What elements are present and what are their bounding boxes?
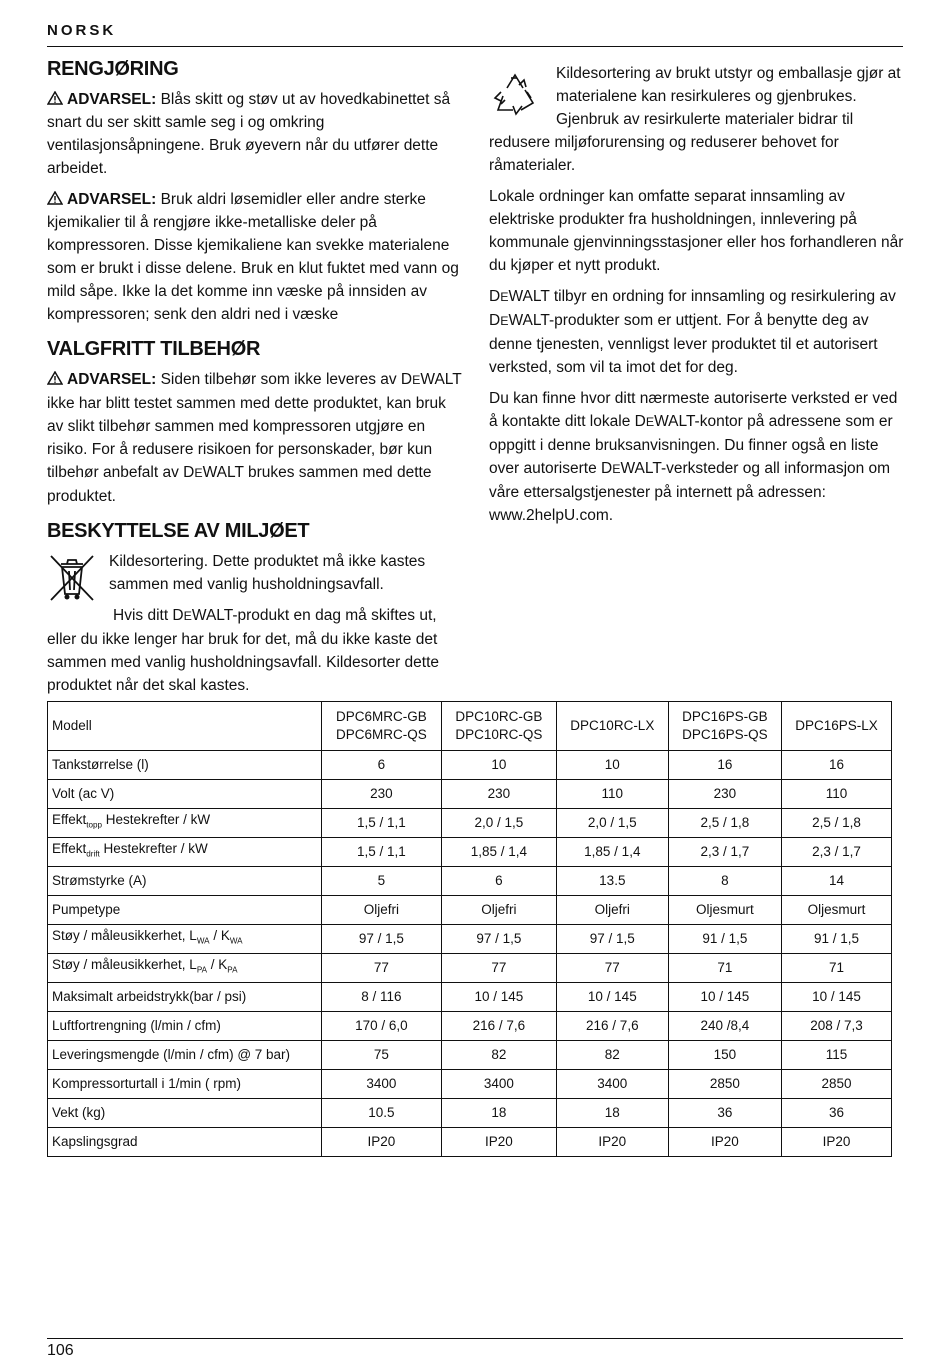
table-cell: 10 [556,751,668,780]
table-header-row [48,702,892,751]
warning-icon [47,191,63,205]
brand-small-e: E [645,415,655,429]
brand-small-e: E [612,462,621,476]
row-label [48,1041,322,1070]
model-line: DPC6MRC-QS [335,727,427,742]
table-cell: 2,0 / 1,5 [441,809,556,838]
row-label-text: Hestekrefter / kW [102,812,211,828]
left-column [47,56,465,707]
table-cell: 230 [441,780,556,809]
table-row [48,1070,892,1099]
environment-section [47,518,465,697]
row-label [48,896,322,925]
row-label-subscript: WA [229,936,243,946]
brand-small-e: E [183,609,192,623]
table-row [48,751,892,780]
model-line: DPC16PS-LX [795,718,878,733]
table-row [48,1041,892,1070]
warning-label: ADVARSEL: [67,191,157,208]
warning-icon [47,91,63,105]
table-cell: 16 [782,751,892,780]
table-cell: 10 / 145 [782,983,892,1012]
crossed-bin-icon [47,552,97,604]
table-row [48,896,892,925]
table-cell: 97 / 1,5 [556,925,668,954]
table-cell: 10 / 145 [556,983,668,1012]
row-label [48,780,322,809]
table-cell: 115 [782,1041,892,1070]
language-label: NORSK [47,22,117,39]
row-label-text: Vekt (kg) [52,1105,106,1120]
row-label [48,983,322,1012]
model-cell [668,702,781,751]
table-row [48,983,892,1012]
row-label-text: Tankstørrelse (l) [52,757,149,772]
dewalt-service-text [489,285,907,379]
table-row [48,1099,892,1128]
bottom-divider [47,1338,903,1339]
row-label-text: Kompressorturtall i 1/min ( rpm) [52,1076,242,1091]
table-cell: Oljefri [441,896,556,925]
table-cell: 36 [668,1099,781,1128]
table-cell: 8 [668,867,781,896]
table-cell: 91 / 1,5 [782,925,892,954]
table-cell: 71 [668,954,781,983]
sorting-block [47,550,465,604]
row-label [48,751,322,780]
text-part: WALT-produkter som er uttjent. For å benytte deg av denne tjenesten, vennligst lever produktet til et autorisert verksted, som vil ta imot det for deg. [489,312,878,376]
table-cell: 2,3 / 1,7 [782,838,892,867]
accessories-heading: VALGFRITT TILBEHØR [47,338,261,360]
table-cell: 1,85 / 1,4 [441,838,556,867]
warning-text: Blås skitt og støv ut av hovedkabinettet så snart du ser skitt samle seg i og omkring ventilasjonsåpningene. Bruk øyevern når du utfører dette arbeidet. [47,91,451,177]
cleaning-section [47,56,465,326]
table-cell: IP20 [441,1128,556,1157]
row-label-text: Hestekrefter / kW [99,841,208,857]
table-cell: 10.5 [322,1099,442,1128]
table-cell: 82 [556,1041,668,1070]
spec-table [47,701,892,1157]
row-label [48,1128,322,1157]
table-row [48,809,892,838]
table-cell: 71 [782,954,892,983]
table-cell: 216 / 7,6 [441,1012,556,1041]
table-cell: 240 /8,4 [668,1012,781,1041]
row-label [48,838,322,867]
model-cell [782,702,892,751]
table-cell: Oljefri [556,896,668,925]
row-label-text: Luftfortrengning (l/min / cfm) [52,1018,221,1033]
table-cell: 77 [441,954,556,983]
table-row [48,954,892,983]
row-label-text: Støy / måleusikkerhet, L [52,928,197,944]
table-cell: 77 [322,954,442,983]
top-divider [47,46,903,47]
table-cell: 77 [556,954,668,983]
brand-small-e: E [194,466,203,480]
text-part: D [489,288,501,305]
table-row [48,1012,892,1041]
table-cell: 3400 [556,1070,668,1099]
table-cell: 110 [782,780,892,809]
row-label-text: Støy / måleusikkerhet, L [52,957,197,973]
cleaning-warning-1 [47,88,465,180]
row-label-text: Kapslingsgrad [52,1134,138,1149]
accessories-section [47,336,465,508]
table-cell: 97 / 1,5 [441,925,556,954]
model-line: DPC10RC-GB [455,709,543,724]
recycle-icon [489,70,544,118]
row-label-text: Strømstyrke (A) [52,873,147,888]
table-cell: 82 [441,1041,556,1070]
table-cell: 208 / 7,3 [782,1012,892,1041]
table-cell: 91 / 1,5 [668,925,781,954]
model-cell [322,702,442,751]
row-label [48,1012,322,1041]
row-label-text: / K [209,928,230,944]
recycle-block [489,62,907,177]
text-part: WALT ikke har blitt testet sammen med dette produktet, kan bruk av slikt tilbehør sammen med kompressoren utgjøre en risiko. For å redusere risikoen for personskader, bør kun tilbehør anbefalt av D [47,371,462,481]
table-row [48,1128,892,1157]
table-cell: 2,5 / 1,8 [668,809,781,838]
accessories-warning [47,368,465,508]
table-row [48,838,892,867]
text-part: WALT-kontor på adressene som er oppgitt i denne bruksanvisningen. Du finner også en liste over autoriserte D [489,413,893,477]
table-cell: 13.5 [556,867,668,896]
table-cell: 6 [322,751,442,780]
model-cell [441,702,556,751]
table-cell: 230 [322,780,442,809]
table-cell: 75 [322,1041,442,1070]
warning-label: ADVARSEL: [67,91,157,108]
model-line: DPC6MRC-GB [335,709,427,724]
row-label [48,1070,322,1099]
row-label-subscript: topp [86,820,103,830]
cleaning-heading: RENGJØRING [47,58,179,80]
table-cell: 2,5 / 1,8 [782,809,892,838]
table-cell: 8 / 116 [322,983,442,1012]
table-cell: 110 [556,780,668,809]
table-cell: 1,5 / 1,1 [322,838,442,867]
model-cell [556,702,668,751]
table-cell: 230 [668,780,781,809]
text-part: WALT tilbyr en ordning for innsamling og resirkulering av D [489,288,896,329]
row-label [48,809,322,838]
row-label-text: Leveringsmengde (l/min / cfm) @ 7 bar) [52,1047,291,1062]
table-cell: IP20 [782,1128,892,1157]
table-cell: 16 [668,751,781,780]
text-part: WALT brukes sammen med dette produktet. [47,464,432,505]
text-part: Siden tilbehør som ikke leveres av D [156,371,413,388]
table-cell: Oljefri [322,896,442,925]
row-label-subscript: drift [86,849,100,859]
model-line: DPC10RC-LX [570,718,655,733]
row-label [48,867,322,896]
local-text: Lokale ordninger kan omfatte separat innsamling av elektriske produkter fra husholdningen, innlevering på kommunale gjenvinningsstasjoner eller hos forhandleren når du kjøper et nytt produkt. [489,188,904,274]
row-label [48,925,322,954]
table-cell: 10 / 145 [441,983,556,1012]
row-label-text: Maksimalt arbeidstrykk(bar / psi) [52,989,247,1004]
row-label-text: Volt (ac V) [52,786,115,801]
table-cell: 170 / 6,0 [322,1012,442,1041]
warning-label: ADVARSEL: [67,371,157,388]
environment-heading: BESKYTTELSE AV MILJØET [47,520,310,542]
table-cell: IP20 [668,1128,781,1157]
table-cell: Oljesmurt [782,896,892,925]
page-number: 106 [47,1342,74,1359]
text-part: WALT-produkt en dag må skiftes ut, eller du ikke lenger har bruk for det, må du ikke kaste det sammen med vanlig husholdningsavfall. Kildesorter dette produktet når det skal kastes. [47,607,440,694]
row-label [48,954,322,983]
model-line: DPC10RC-QS [455,727,543,742]
row-label-text: Effekt [52,841,87,857]
table-cell: 14 [782,867,892,896]
table-cell: 1,85 / 1,4 [556,838,668,867]
table-cell: 2850 [782,1070,892,1099]
table-cell: 2,0 / 1,5 [556,809,668,838]
row-label-text: Effekt [52,812,87,828]
table-cell: 18 [556,1099,668,1128]
brand-small-e: E [412,373,421,387]
row-label-subscript: PA [227,965,238,975]
row-label-text: / K [207,957,228,973]
row-label-subscript: WA [196,936,210,946]
row-label [48,1099,322,1128]
warning-icon [47,371,63,385]
table-cell: 10 [441,751,556,780]
model-line: DPC16PS-QS [682,727,768,742]
table-row [48,780,892,809]
table-row [48,867,892,896]
cleaning-warning-2 [47,188,465,326]
model-line: DPC16PS-GB [682,709,768,724]
sorting-text: Kildesortering. Dette produktet må ikke kastes sammen med vanlig husholdningsavfall. [109,553,426,593]
text-part: Hvis ditt D [113,607,184,624]
table-cell: 3400 [441,1070,556,1099]
table-cell: Oljesmurt [668,896,781,925]
spec-table-body [48,702,892,1157]
table-cell: 3400 [322,1070,442,1099]
table-cell: 150 [668,1041,781,1070]
row-label-text: Pumpetype [52,902,121,917]
table-cell: IP20 [322,1128,442,1157]
table-cell: 216 / 7,6 [556,1012,668,1041]
table-cell: 10 / 145 [668,983,781,1012]
table-cell: 97 / 1,5 [322,925,442,954]
replace-text [47,604,465,697]
warning-text: Bruk aldri løsemidler eller andre sterke kjemikalier til å rengjøre ikke-metalliske deler på kompressoren. Disse kjemikaliene kan svekke materialene som er brukt i disse delene. Bruk en klut fuktet med vann og mild såpe. Ikke la det komme inn væske på innsiden av kompressoren; senk den aldri ned i væske [47,191,459,323]
recycle-text: Kildesortering av brukt utstyr og emballasje gjør at materialene kan resirkuleres og gjenbrukes. Gjenbruk av resirkulerte materialer bidrar til redusere miljøforurensing og reduserer behovet for råmaterialer. [489,65,901,174]
brand-small-e: E [500,290,509,304]
find-service-text [489,387,907,527]
table-cell: 6 [441,867,556,896]
table-header-label: Modell [48,702,322,751]
table-cell: 18 [441,1099,556,1128]
text-part: WALT-verksteder og all informasjon om våre ettersalgstjenester på internett på adressen: www.2helpU.com. [489,460,891,524]
table-cell: IP20 [556,1128,668,1157]
table-cell: 5 [322,867,442,896]
table-cell: 2,3 / 1,7 [668,838,781,867]
text-part: Du kan finne hvor ditt nærmeste autoriserte verksted er ved å kontakte ditt lokale D [489,390,898,430]
table-cell: 2850 [668,1070,781,1099]
table-row [48,925,892,954]
brand-small-e: E [500,314,509,328]
right-column [489,62,907,535]
row-label-subscript: PA [196,965,208,975]
table-cell: 1,5 / 1,1 [322,809,442,838]
table-cell: 36 [782,1099,892,1128]
